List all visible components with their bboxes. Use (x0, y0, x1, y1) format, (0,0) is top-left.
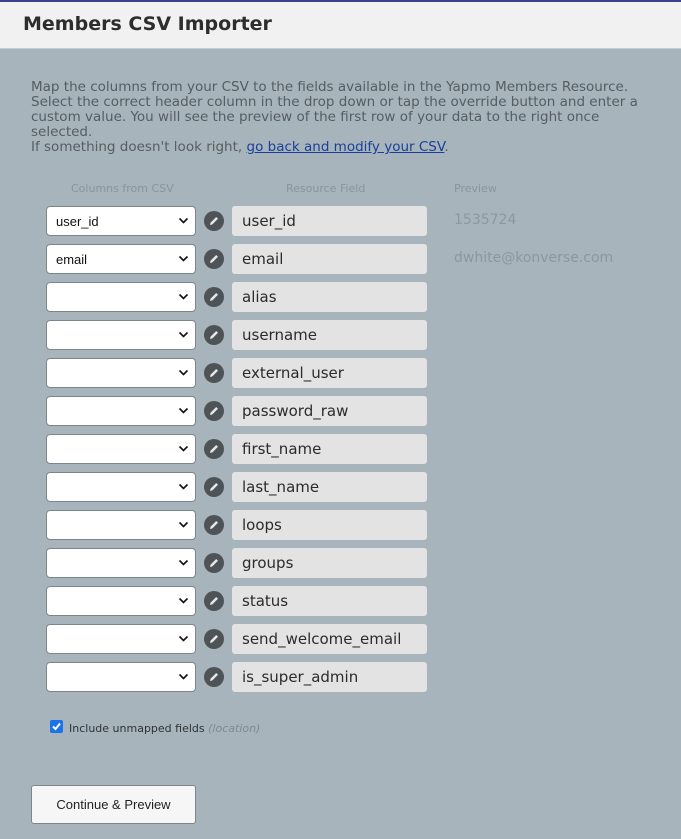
chevron-down-icon (178, 671, 189, 682)
chevron-down-icon (178, 443, 189, 454)
resource-field: groups (232, 548, 427, 578)
override-button[interactable] (204, 287, 224, 307)
resource-field: status (232, 586, 427, 616)
instructions-text: Map the columns from your CSV to the fields available in the Yapmo Members Resource. Select the correct header column in the drop down or tap the override button and enter a custom value. You will see the preview of the first row of your data to the right once selected. (31, 79, 638, 140)
pencil-icon (208, 519, 220, 531)
chevron-down-icon (178, 405, 189, 416)
pencil-icon (208, 329, 220, 341)
mapping-row (0, 472, 681, 502)
csv-column-select[interactable] (46, 472, 196, 502)
pencil-icon (208, 405, 220, 417)
modify-csv-link[interactable]: go back and modify your CSV (246, 139, 445, 155)
override-button[interactable] (204, 515, 224, 535)
page-title: Members CSV Importer (23, 13, 272, 35)
override-button[interactable] (204, 325, 224, 345)
column-header-preview: Preview (454, 182, 497, 195)
pencil-icon (208, 253, 220, 265)
mapping-row (0, 396, 681, 426)
checkmark-icon (51, 721, 62, 732)
mapping-row (0, 586, 681, 616)
mapping-row (0, 662, 681, 692)
csv-column-select[interactable] (46, 358, 196, 388)
resource-field: alias (232, 282, 427, 312)
continue-preview-button[interactable]: Continue & Preview (31, 785, 196, 824)
resource-field: last_name (232, 472, 427, 502)
override-button[interactable] (204, 211, 224, 231)
chevron-down-icon (178, 367, 189, 378)
resource-field: first_name (232, 434, 427, 464)
column-header-resource: Resource Field (286, 182, 366, 195)
csv-column-select[interactable] (46, 206, 196, 236)
pencil-icon (208, 215, 220, 227)
pencil-icon (208, 481, 220, 493)
csv-column-select[interactable] (46, 244, 196, 274)
csv-column-select[interactable] (46, 548, 196, 578)
pencil-icon (208, 671, 220, 683)
resource-field: is_super_admin (232, 662, 427, 692)
pencil-icon (208, 443, 220, 455)
mapping-row (0, 434, 681, 464)
override-button[interactable] (204, 591, 224, 611)
mapping-row (0, 624, 681, 654)
resource-field: send_welcome_email (232, 624, 427, 654)
csv-column-value: email (56, 252, 88, 267)
csv-column-select[interactable] (46, 662, 196, 692)
override-button[interactable] (204, 363, 224, 383)
override-button[interactable] (204, 439, 224, 459)
pencil-icon (208, 595, 220, 607)
pencil-icon (208, 557, 220, 569)
include-unmapped-checkbox[interactable] (50, 720, 63, 733)
chevron-down-icon (178, 215, 189, 226)
instructions-line2-suffix: . (444, 139, 449, 155)
pencil-icon (208, 367, 220, 379)
instructions (31, 80, 641, 155)
include-unmapped-hint: (location) (208, 722, 261, 735)
chevron-down-icon (178, 633, 189, 644)
csv-column-select[interactable] (46, 586, 196, 616)
mapping-row (0, 206, 681, 236)
chevron-down-icon (178, 557, 189, 568)
mapping-row (0, 244, 681, 274)
chevron-down-icon (178, 595, 189, 606)
csv-column-select[interactable] (46, 320, 196, 350)
resource-field: external_user (232, 358, 427, 388)
csv-column-select[interactable] (46, 282, 196, 312)
chevron-down-icon (178, 329, 189, 340)
override-button[interactable] (204, 477, 224, 497)
page-header (0, 2, 681, 49)
include-unmapped-text: Include unmapped fields (69, 722, 205, 735)
override-button[interactable] (204, 249, 224, 269)
preview-value: dwhite@konverse.com (454, 250, 614, 266)
override-button[interactable] (204, 553, 224, 573)
csv-column-value: user_id (56, 214, 99, 229)
include-unmapped-label[interactable] (69, 722, 260, 735)
resource-field: username (232, 320, 427, 350)
pencil-icon (208, 291, 220, 303)
chevron-down-icon (178, 253, 189, 264)
mapping-row (0, 548, 681, 578)
csv-column-select[interactable] (46, 396, 196, 426)
override-button[interactable] (204, 401, 224, 421)
mapping-row (0, 510, 681, 540)
csv-column-select[interactable] (46, 434, 196, 464)
resource-field: loops (232, 510, 427, 540)
csv-column-select[interactable] (46, 510, 196, 540)
chevron-down-icon (178, 481, 189, 492)
pencil-icon (208, 633, 220, 645)
override-button[interactable] (204, 629, 224, 649)
preview-value: 1535724 (454, 212, 517, 228)
instructions-line2-prefix: If something doesn't look right, (31, 139, 247, 155)
mapping-row (0, 320, 681, 350)
csv-column-select[interactable] (46, 624, 196, 654)
resource-field: user_id (232, 206, 427, 236)
mapping-row (0, 358, 681, 388)
override-button[interactable] (204, 667, 224, 687)
mapping-row (0, 282, 681, 312)
resource-field: password_raw (232, 396, 427, 426)
chevron-down-icon (178, 291, 189, 302)
resource-field: email (232, 244, 427, 274)
column-header-csv: Columns from CSV (71, 182, 174, 195)
chevron-down-icon (178, 519, 189, 530)
